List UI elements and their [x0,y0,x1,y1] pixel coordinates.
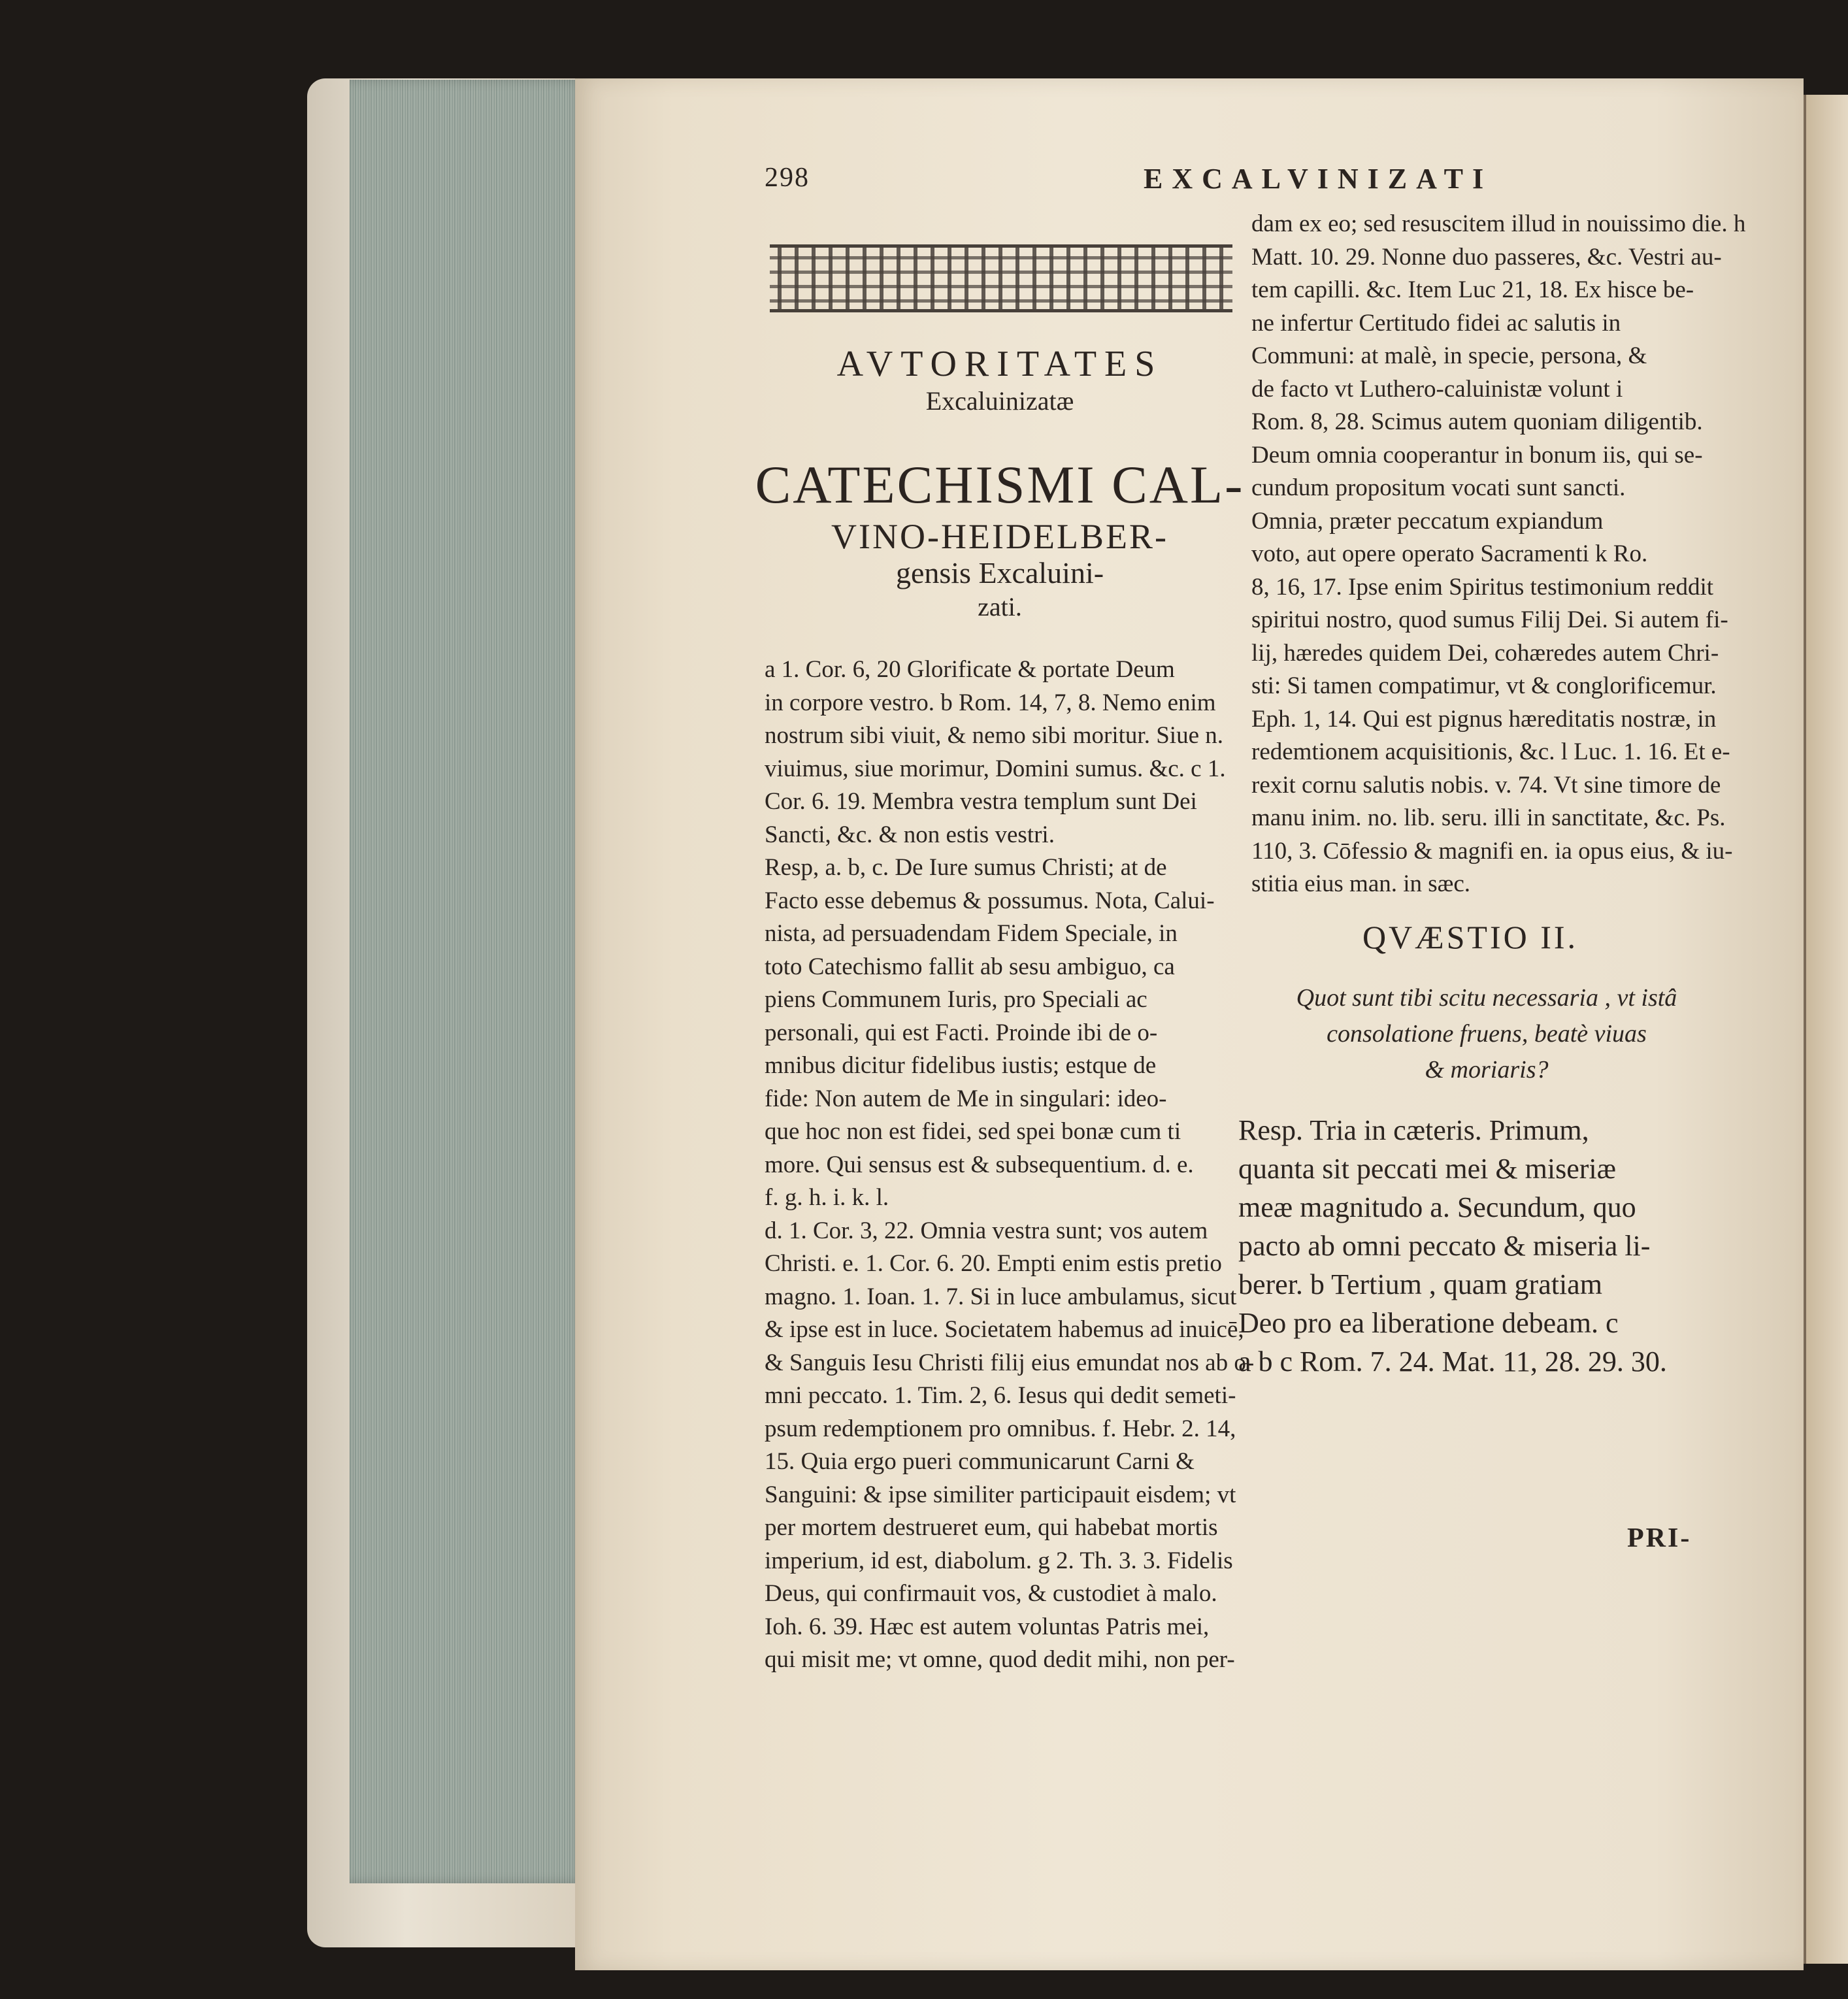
text-line: Sanguini: & ipse similiter participauit eisdem; vt [765,1481,1236,1508]
text-line: Facto esse debemus & possumus. Nota, Calui- [765,887,1215,914]
text-line: de facto vt Luthero-caluinistæ volunt i [1251,375,1623,403]
text-line: mnibus dicitur fidelibus iustis; estque de [765,1052,1157,1079]
text-line: Resp, a. b, c. De Iure sumus Christi; at de [765,854,1167,881]
answer-line: berer. b Tertium , quam gratiam [1238,1268,1602,1300]
left-column [765,653,1255,1677]
text-line: Ioh. 6. 39. Hæc est autem voluntas Patris mei, [765,1613,1210,1640]
text-line: mni peccato. 1. Tim. 2, 6. Iesus qui dedit semeti- [765,1382,1236,1409]
text-line: 15. Quia ergo pueri communicarunt Carni & [765,1448,1195,1475]
text-line: nista, ad persuadendam Fidem Speciale, in [765,920,1178,947]
text-line: Deum omnia cooperantur in bonum iis, qui se- [1251,441,1703,469]
text-line: spiritui nostro, quod sumus Filij Dei. Si autem fi- [1251,606,1728,633]
catchword: PRI- [1627,1523,1692,1553]
running-title: EXCALVINIZATI [1144,163,1493,195]
text-line: piens Communem Iuris, pro Speciali ac [765,986,1147,1013]
text-line: Rom. 8, 28. Scimus autem quoniam diligentib. [1251,408,1703,435]
text-line: a 1. Cor. 6, 20 Glorificate & portate Deum [765,656,1175,683]
text-line: magno. 1. Ioan. 1. 7. Si in luce ambulamus, sicut [765,1283,1237,1310]
question-line: & moriaris? [1425,1056,1549,1083]
text-line: Communi: at malè, in specie, persona, & [1251,342,1647,369]
text-line: voto, aut opere operato Sacramenti k Ro. [1251,540,1648,567]
text-line: f. g. h. i. k. l. [765,1184,889,1211]
text-line: qui misit me; vt omne, quod dedit mihi, non per- [765,1646,1235,1673]
question-line: consolatione fruens, beatè viuas [1327,1020,1647,1048]
heading-excaluinizatae: Excaluinizatæ [925,386,1074,416]
answer-line: Deo pro ea liberatione debeam. c [1238,1307,1619,1339]
question-line: Quot sunt tibi scitu necessaria , vt istâ [1296,984,1677,1012]
text-line: & ipse est in luce. Societatem habemus ad inuicē, [765,1316,1244,1343]
text-line: nostrum sibi viuit, & nemo sibi moritur. Siue n. [765,722,1223,749]
text-line: more. Qui sensus est & subsequentium. d. e. [765,1151,1194,1178]
answer-line: Resp. Tria in cæteris. Primum, [1238,1114,1589,1146]
text-line: imperium, id est, diabolum. g 2. Th. 3. 3. Fidelis [765,1547,1233,1574]
text-line: Christi. e. 1. Cor. 6. 20. Empti enim estis pretio [765,1250,1222,1277]
text-line: stitia eius man. in sæc. [1251,870,1471,897]
heading-autoritates: AVTORITATES [836,344,1163,384]
text-line: sti: Si tamen compatimur, vt & conglorificemur. [1251,672,1717,699]
text-line: Deus, qui confirmauit vos, & custodiet à malo. [765,1580,1217,1607]
text-line: manu inim. no. lib. seru. illi in sanctitate, &c. Ps. [1251,804,1726,831]
text-line: personali, qui est Facti. Proinde ibi de o- [765,1019,1158,1046]
answer-block [1238,1111,1735,1381]
text-line: redemtionem acquisitionis, &c. l Luc. 1. 16. Et e- [1251,738,1730,765]
text-line: Matt. 10. 29. Nonne duo passeres, &c. Vestri au- [1251,243,1722,271]
text-line: fide: Non autem de Me in singulari: ideo- [765,1085,1167,1112]
text-line: Omnia, præter peccatum expiandum [1251,507,1604,535]
page-number: 298 [765,163,810,193]
question-title: QVÆSTIO II. [1362,919,1579,955]
text-line: viuimus, siue morimur, Domini sumus. &c. c 1. [765,755,1226,782]
text-line: dam ex eo; sed resuscitem illud in nouissimo die. h [1251,210,1746,237]
right-column-top [1251,208,1746,901]
answer-line: quanta sit peccati mei & miseriæ [1238,1153,1616,1185]
text-line: ne infertur Certitudo fidei ac salutis in [1251,309,1621,337]
text-line: per mortem destrueret eum, qui habebat mortis [765,1514,1218,1541]
text-line: cundum propositum vocati sunt sancti. [1251,474,1626,501]
heading-catechismi-line2: VINO-HEIDELBER- [831,517,1168,556]
facing-page-edge [1804,95,1848,1964]
text-line: 8, 16, 17. Ipse enim Spiritus testimonium reddit [1251,573,1714,601]
text-line: que hoc non est fidei, sed spei bonæ cum ti [765,1118,1181,1145]
heading-catechismi-line4: zati. [978,592,1022,621]
text-line: Sancti, &c. & non estis vestri. [765,821,1055,848]
answer-line: pacto ab omni peccato & miseria li- [1238,1230,1651,1262]
answer-line: a b c Rom. 7. 24. Mat. 11, 28. 29. 30. [1238,1346,1667,1378]
heading-catechismi-line1: CATECHISMI CAL- [755,455,1245,514]
text-line: & Sanguis Iesu Christi filij eius emundat nos ab o- [765,1349,1255,1376]
text-line: toto Catechismo fallit ab sesu ambiguo, ca [765,953,1175,980]
heading-catechismi-line3: gensis Excaluini- [895,556,1104,589]
text-line: Cor. 6. 19. Membra vestra templum sunt Dei [765,788,1197,815]
text-line: d. 1. Cor. 3, 22. Omnia vestra sunt; vos autem [765,1217,1208,1244]
text-line: in corpore vestro. b Rom. 14, 7, 8. Nemo enim [765,689,1216,716]
text-line: lij, hæredes quidem Dei, cohæredes autem Chri- [1251,639,1719,667]
answer-line: meæ magnitudo a. Secundum, quo [1238,1191,1636,1223]
page-edges [350,80,585,1883]
ornamental-band [770,244,1232,312]
text-line: rexit cornu salutis nobis. v. 74. Vt sine timore de [1251,771,1721,799]
text-line: psum redemptionem pro omnibus. f. Hebr. 2. 14, [765,1415,1236,1442]
text-line: tem capilli. &c. Item Luc 21, 18. Ex hisce be- [1251,276,1694,303]
text-line: 110, 3. Cōfessio & magnifi en. ia opus eius, & iu- [1251,837,1733,865]
text-line: Eph. 1, 14. Qui est pignus hæreditatis nostræ, in [1251,705,1717,733]
